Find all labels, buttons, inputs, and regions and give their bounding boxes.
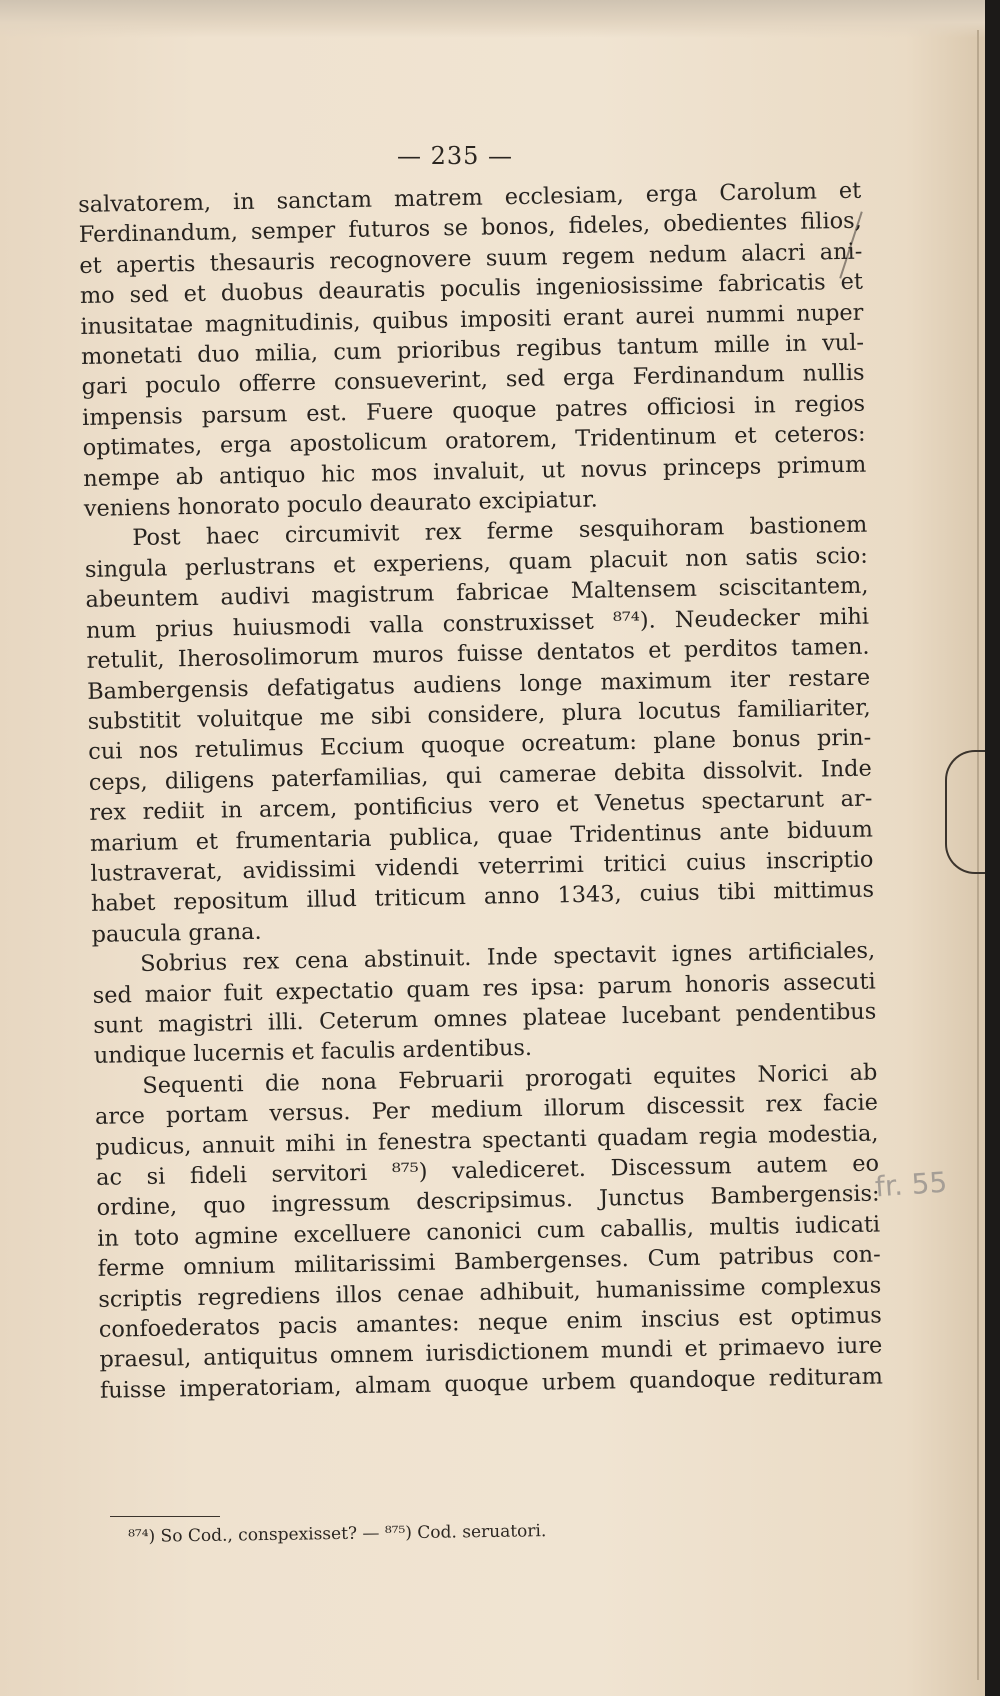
footnote-rule (110, 1516, 220, 1517)
text-line: substitit voluitque me sibi considere, plura locutus familiariter, (87, 694, 871, 735)
text-line: singula perlustrans et experiens, quam placuit non satis scio: (84, 542, 869, 583)
text-line: monetati duo milia, cum prioribus regibus tantum mille in vul- (80, 329, 865, 371)
text-line: marium et frumentaria publica, quae Tridentinus ante biduum (89, 816, 874, 857)
text-line: praesul, antiquitus omnem iurisdictionem mundi et primaevo iure (99, 1332, 883, 1374)
body-text (78, 176, 883, 1406)
text-line: Post haec circumivit rex ferme sesquihoram bastionem (132, 512, 868, 552)
margin-pencil-note: fr. 55 (873, 1165, 949, 1204)
text-line: Bambergensis defatigatus audiens longe maximum iter restare (86, 664, 871, 705)
text-line: gari poculo offerre consueverint, sed erga Ferdinandum nullis (81, 360, 865, 401)
text-line: paucula grana. (91, 918, 262, 948)
text-line: Sequenti die nona Februarii prorogati equites Norici ab (142, 1059, 878, 1099)
text-line: ac si fideli servitori ⁸⁷⁵) valediceret. Discessum autem eo (95, 1150, 880, 1191)
text-line: cui nos retulimus Eccium quoque ocreatum: plane bonus prin- (88, 724, 872, 766)
text-line: et apertis thesauris recognovere suum regem nedum alacri ani- (79, 238, 863, 279)
text-line: optimates, erga apostolicum oratorem, Tridentinum et ceteros: (82, 420, 866, 462)
text-line: habet repositum illud triticum anno 1343, cuius tibi mittimus (90, 876, 875, 918)
page-top-shadow (0, 0, 985, 38)
text-line: abeuntem audivi magistrum fabricae Maltensem sciscitantem, (85, 572, 869, 614)
margin-bracket (945, 750, 985, 874)
text-line: fuisse imperatoriam, almam quoque urbem quandoque redituram (99, 1363, 884, 1404)
text-line: Sobrius rex cena abstinuit. Inde spectavit ignes artificiales, (139, 937, 876, 978)
text-line: num prius huiusmodi valla construxisset ⁸⁷⁴). Neudecker mihi (85, 603, 870, 644)
text-line: ordine, quo ingressum descripsimus. Junctus Bambergensis: (96, 1180, 880, 1222)
text-line: pudicus, annuit mihi in fenestra spectanti quadam regia modestia, (95, 1120, 879, 1161)
footnote: ⁸⁷⁴) So Cod., conspexisset? — ⁸⁷⁵) Cod. seruatori. (128, 1521, 547, 1547)
text-line: undique lucernis et faculis ardentibus. (93, 1035, 533, 1070)
text-line: impensis parsum est. Fuere quoque patres officiosi in regios (81, 390, 866, 431)
text-line: in toto agmine excelluere canonici cum caballis, multis iudicati (96, 1211, 881, 1252)
text-line: Ferdinandum, semper futuros se bonos, fideles, obedientes filios, (78, 208, 862, 249)
text-line: mo sed et duobus deauratis poculis ingeniosissime fabricatis et (79, 268, 864, 310)
text-line: arce portam versus. Per medium illorum discessit rex facie (94, 1089, 879, 1131)
text-line: veniens honorato poculo deaurato excipiatur. (83, 486, 598, 523)
text-line: ferme omnium militarissimi Bambergenses. Cum patribus con- (97, 1241, 881, 1283)
page-number: — 235 — (396, 142, 514, 170)
text-line: ceps, diligens paterfamilias, qui camerae debita dissolvit. Inde (88, 755, 872, 796)
text-line: scriptis regrediens illos cenae adhibuit, humanissime complexus (98, 1272, 882, 1313)
text-line: nempe ab antiquo hic mos invaluit, ut novus princeps primum (83, 451, 867, 492)
text-line: lustraverat, avidissimi videndi veterrimi tritici cuius inscriptio (90, 846, 874, 887)
text-line: sunt magistri illi. Ceterum omnes plateae lucebant pendentibus (93, 998, 877, 1039)
text-line: rex rediit in arcem, pontificius vero et Venetus spectarunt ar- (89, 785, 873, 827)
text-line: sed maior fuit expectatio quam res ipsa: parum honoris assecuti (92, 968, 876, 1009)
text-line: inusitatae magnitudinis, quibus impositi erant aurei nummi nuper (80, 299, 864, 340)
text-line: salvatorem, in sanctam matrem ecclesiam, erga Carolum et (78, 177, 862, 218)
text-line: retulit, Iherosolimorum muros fuisse dentatos et perditos tamen. (86, 633, 870, 675)
text-line: confoederatos pacis amantes: neque enim inscius est optimus (98, 1302, 882, 1343)
